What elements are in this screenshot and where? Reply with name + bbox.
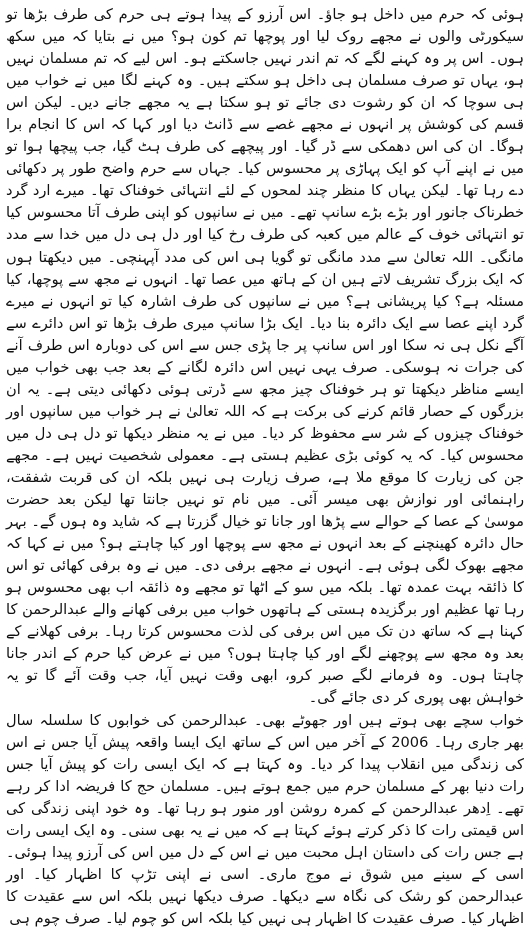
article-paragraph-1: ہوئی کہ حرم میں داخل ہو جاؤ۔ اس آرزو کے پیدا ہوتے ہی حرم کی طرف بڑھا تو سیکورٹی والوں نے مجھے روک لیا اور پوچھا تم کون ہو؟ میں نے بتایا کہ میں سکھ ہوں۔ اس پر وہ کہنے لگے کہ تم اندر نہیں جاسکتے ہو۔ اس لیے کہ تم مسلمان نہیں ہو، یہاں تو صرف مسلمان ہی داخل ہو سکتے ہیں۔ وہ کہنے لگا میں نے خواب میں ہی سوچا کہ ان کو رشوت دی جائے تو ہو سکتا ہے یہ مجھے جانے دیں۔ لیکن اس قسم کی کوشش پر انہوں نے مجھے غصے سے ڈانٹ دیا اور کہا کہ اس کا انجام برا ہوگا۔ ان کی اس دھمکی سے ڈر گیا۔ اور پیچھے کی طرف ہٹ گیا، جب پیچھا ہوا تو میں نے اپنے آپ کو ایک پہاڑی پر محسوس کیا۔ جہاں سے حرم واضح طور پر دکھائی دے رہا تھا۔ لیکن یہاں کا منظر چند لمحوں کے لئے انتہائی خوفناک تھا۔ میرے ارد گرد خطرناک جانور اور بڑے بڑے سانپ تھے۔ میں نے سانپوں کو اپنی طرف آتا محسوس کیا تو انتہائی خوف کے عالم میں کعبہ کی طرف رخ کیا اور دل ہی دل میں خدا سے مدد مانگی۔ اللہ تعالیٰ سے مدد مانگی تو گویا ہی اس کی مدد آپہنچی۔ میں دیکھتا ہوں کہ ایک بزرگ تشریف لاتے ہیں ان کے ہاتھ میں عصا تھا۔ انہوں نے مجھ سے پوچھا، کیا مسئلہ ہے؟ کیا پریشانی ہے؟ میں نے سانپوں کی طرف اشارہ کیا تو انہوں نے میرے گرد اپنے عصا سے ایک دائرہ بنا دیا۔ ایک بڑا سانپ میری طرف بڑھا تو اس دائرے سے آگے نکل ہی نہ سکا اور اس سانپ پر جا پڑی جس سے اس کی دوبارہ اس طرف آنے کی جرات نہ ہوسکی۔ صرف یہی نہیں اس دائرہ لگانے کے بعد جب بھی خواب میں ایسے مناظر دیکھتا تو ہر خوفناک چیز مجھ سے ڈرتی ہوئی دکھائی دیتی ہے۔ یہ ان بزرگوں کے حصار قائم کرنے کی برکت ہے کہ اللہ تعالیٰ نے ہر خواب میں سانپوں اور خوفناک چیزوں کے شر سے محفوظ کر دیا۔ میں نے یہ منظر دیکھا تو دل ہی دل میں محسوس کیا۔ کہ یہ کوئی بڑی عظیم ہستی ہے۔ معمولی شخصیت نہیں ہے۔ مجھے جن کی زیارت کا موقع ملا ہے، صرف زیارت ہی نہیں بلکہ ان کی قربت شفقت، راہنمائی اور نوازش بھی میسر آئی۔ میں نام تو نہیں جانتا تھا لیکن بعد حضرت موسیٰ کے عصا کے حوالے سے پڑھا اور جانا تو خیال گزرتا ہے کہ شاید وہ ہوں گے۔ بہر حال دائرہ کھینچنے کے بعد انہوں نے مجھ سے پوچھا اور کیا چاہتے ہو؟ میں نے کہا کہ مجھے بھوک لگی ہوئی ہے۔ انہوں نے مجھے برفی دی۔ میں نے وہ برفی کھائی تو اس کا ذائقہ بہت عمدہ تھا۔ بلکہ میں سو کے اٹھا تو مجھے وہ ذائقہ اب بھی محسوس ہو رہا تھا عظیم اور برگزیدہ ہستی کے ہاتھوں خواب میں برفی کھانے والے عبدالرحمن کا کہنا ہے کہ ساتھ دن تک میں اس برفی کی لذت محسوس کرتا رہا۔ برفی کھلانے کے بعد وہ مجھ سے پوچھنے لگے اور کیا چاہتا ہوں؟ میں نے عرض کیا حرم کے اندر جانا چاہتا ہوں۔ وہ فرمانے لگے صبر کرو، ابھی وقت نہیں آیا، جب وقت آئے گا تو یہ خواہش بھی پوری کر دی جائے گی۔: [6, 6, 524, 707]
article-paragraph-2: خواب سچے بھی ہوتے ہیں اور جھوٹے بھی۔ عبدالرحمن کی خوابوں کا سلسلہ سال بھر جاری رہا۔ 2006 کے آخر میں اس کے ساتھ ایک ایسا واقعہ پیش آیا جس نے اس کی زندگی میں انقلاب پیدا کر دیا۔ وہ کہتا ہے کہ ایک ایسی رات کو پیش آیا جس رات دنیا بھر کے مسلمان حرم میں جمع ہوتے ہیں۔ مسلمان حج کا فریضہ ادا کر رہے تھے۔ اِدھر عبدالرحمن کے کمرہ روشن اور منور ہو رہا تھا۔ وہ خود اپنی زندگی کی اس قیمتی رات کا ذکر کرتے ہوئے کہتا ہے کہ میں نے یہ بھی سنی۔ وہ ایک ایسی رات ہے جس رات کی داستان اہل محبت میں نے اس کے دل میں اس کی آرزو پیدا ہوئی۔ اسی کے سینے میں شوق نے موج ماری۔ اسی نے اپنی تڑپ کا اظہار کیا۔ اور عبدالرحمن کو رشک کی نگاہ سے دیکھا۔ صرف دیکھا نہیں بلکہ اس سے عقیدت کا اظہار کیا۔ صرف عقیدت کا اظہار ہی نہیں کیا بلکہ اس کو چوم لیا۔ صرف چوم ہی: [6, 711, 524, 927]
newspaper-column: [6, 4, 524, 927]
